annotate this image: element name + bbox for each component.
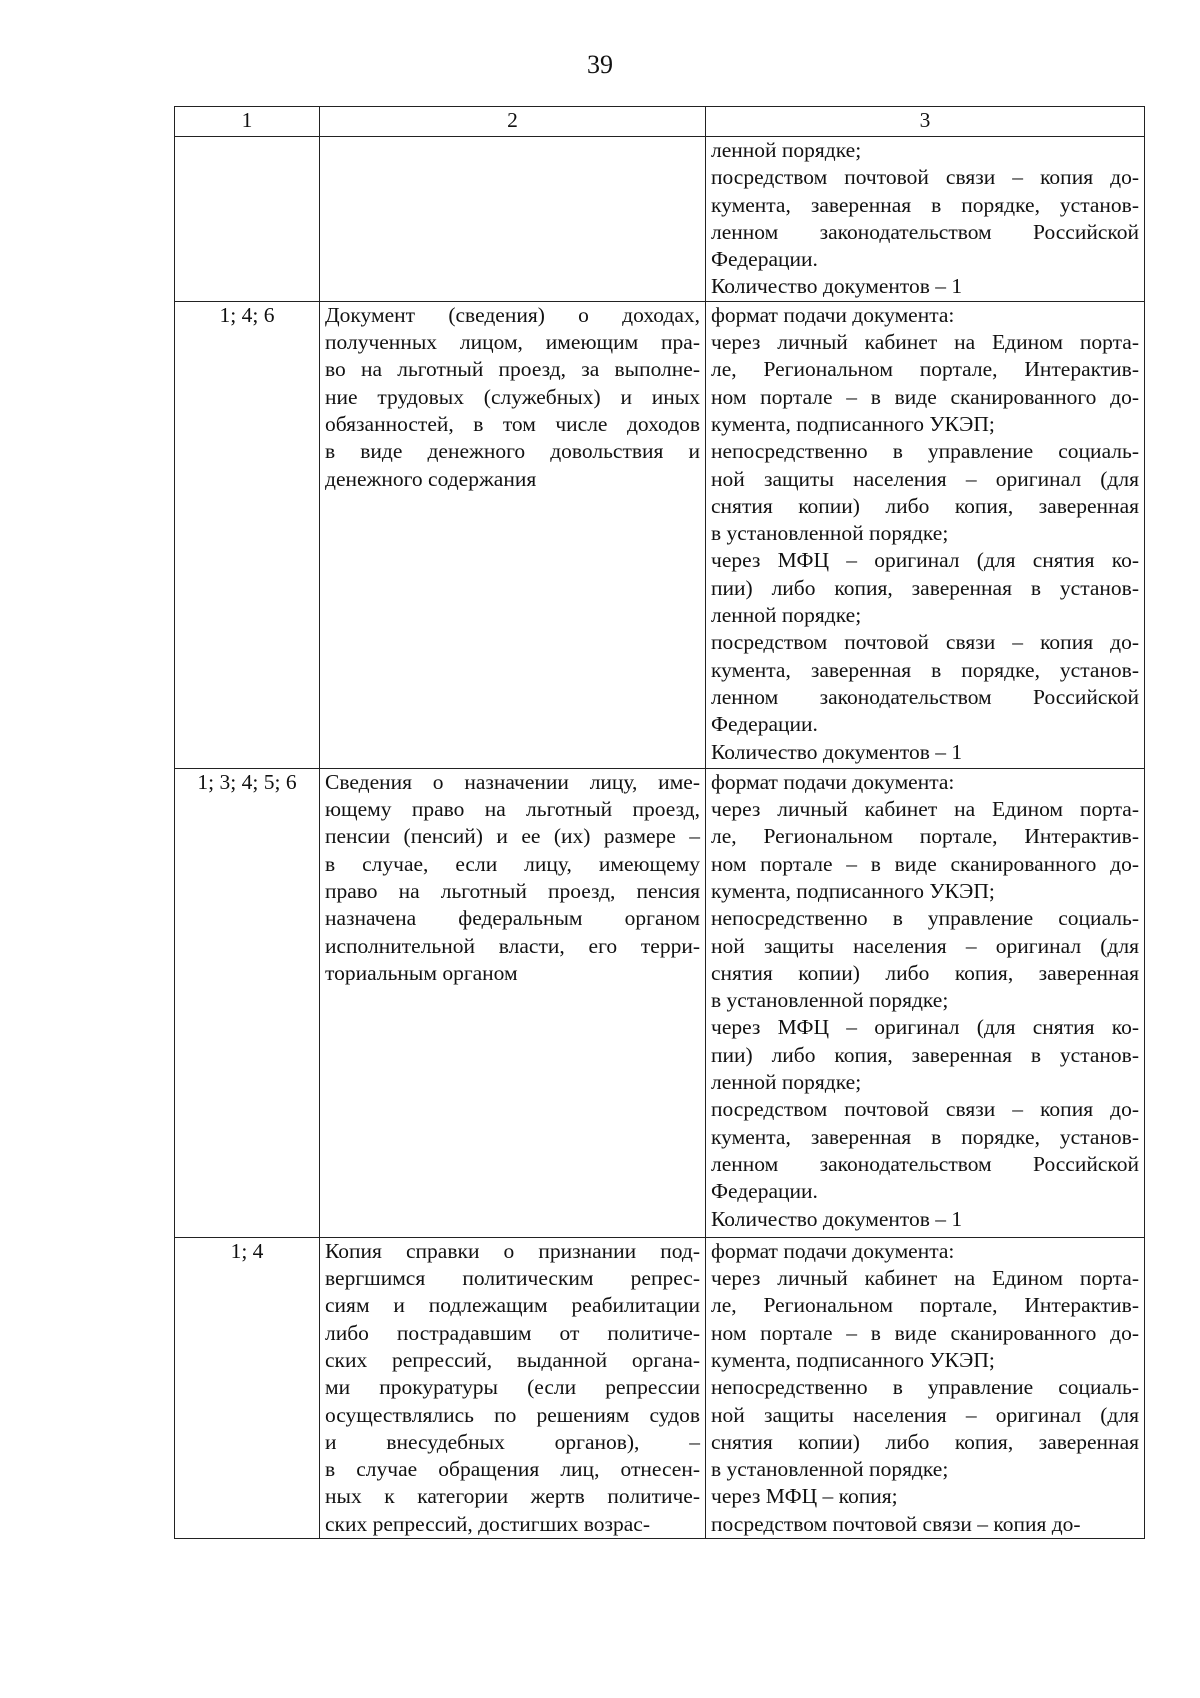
row-numbers-cell	[175, 137, 320, 302]
text-line: исполнительной власти, его терри-	[325, 933, 700, 958]
text-line: ле, Региональном портале, Интерактив-	[711, 1293, 1139, 1318]
text-line: формат подачи документа:	[711, 1238, 955, 1263]
page-number: 39	[587, 50, 613, 79]
text-line: пии) либо копия, заверенная в установ-	[711, 575, 1139, 600]
text-line: кумента, подписанного УКЭП;	[711, 411, 995, 436]
text-line: в виде денежного довольствия и	[325, 439, 700, 464]
text-line: вергшимся политическим репрес-	[325, 1266, 700, 1291]
table-row	[175, 137, 1145, 302]
text-line: Федерации.	[711, 1179, 818, 1204]
submission-method-cell	[706, 301, 1145, 768]
table-row	[175, 1237, 1145, 1538]
text-line: ленной порядке;	[711, 1070, 862, 1095]
text-line: снятия копии) либо копия, заверенная	[711, 493, 1139, 518]
text-line: ленной порядке;	[711, 603, 862, 628]
text-line: Копия справки о признании под-	[325, 1238, 700, 1263]
text-line: ми прокуратуры (если репрессии	[325, 1375, 700, 1400]
text-line: ной защиты населения – оригинал (для	[711, 466, 1139, 491]
text-line: ных к категории жертв политиче-	[325, 1484, 700, 1509]
document-name-cell	[320, 768, 706, 1237]
text-line: формат подачи документа:	[711, 769, 955, 794]
column-header: 3	[706, 107, 1145, 137]
text-line: Количество документов – 1	[711, 1206, 963, 1231]
column-header: 1	[175, 107, 320, 137]
text-line: кумента, заверенная в порядке, установ-	[711, 192, 1139, 217]
text-line: ле, Региональном портале, Интерактив-	[711, 357, 1139, 382]
text-line: во на льготный проезд, за выполне-	[325, 357, 700, 382]
text-line: ние трудовых (служебных) и иных	[325, 384, 700, 409]
text-line: ленном законодательством Российской	[711, 684, 1139, 709]
text-line: полученных лицом, имеющим пра-	[325, 330, 700, 355]
text-line: кумента, заверенная в порядке, установ-	[711, 1124, 1139, 1149]
document-name-cell	[320, 1237, 706, 1538]
text-line: Количество документов – 1	[711, 274, 963, 299]
text-line: обязанностей, в том числе доходов	[325, 411, 700, 436]
text-line: ном портале – в виде сканированного до-	[711, 384, 1139, 409]
text-line: и внесудебных органов), –	[325, 1429, 700, 1454]
text-line: Сведения о назначении лицу, име-	[325, 769, 700, 794]
text-line: в случае, если лицу, имеющему	[325, 851, 700, 876]
text-line: через личный кабинет на Едином порта-	[711, 330, 1139, 355]
text-line: ле, Региональном портале, Интерактив-	[711, 824, 1139, 849]
text-line: Федерации.	[711, 247, 818, 272]
document-name-cell	[320, 137, 706, 302]
text-line: ленном законодательством Российской	[711, 219, 1139, 244]
table-header-row	[175, 107, 1145, 137]
text-line: ских репрессий, достигших возрас-	[325, 1511, 651, 1536]
text-line: право на льготный проезд, пенсия	[325, 878, 700, 903]
submission-method-cell	[706, 768, 1145, 1237]
text-line: ной защиты населения – оригинал (для	[711, 1402, 1139, 1427]
text-line: ной защиты населения – оригинал (для	[711, 933, 1139, 958]
text-line: непосредственно в управление социаль-	[711, 1375, 1139, 1400]
text-line: Количество документов – 1	[711, 739, 963, 764]
text-line: кумента, подписанного УКЭП;	[711, 878, 995, 903]
text-line: кумента, подписанного УКЭП;	[711, 1347, 995, 1372]
text-line: ленном законодательством Российской	[711, 1151, 1139, 1176]
text-line: посредством почтовой связи – копия до-	[711, 165, 1139, 190]
text-line: через МФЦ – оригинал (для снятия ко-	[711, 548, 1139, 573]
text-line: пенсии (пенсий) и ее (их) размере –	[325, 824, 700, 849]
document-name-cell	[320, 301, 706, 768]
text-line: денежного содержания	[325, 466, 537, 491]
row-numbers-cell: 1; 3; 4; 5; 6	[175, 768, 320, 1237]
text-line: непосредственно в управление социаль-	[711, 906, 1139, 931]
text-line: в установленной порядке;	[711, 521, 949, 546]
text-line: посредством почтовой связи – копия до-	[711, 1097, 1139, 1122]
text-line: ющему право на льготный проезд,	[325, 797, 700, 822]
text-line: ном портале – в виде сканированного до-	[711, 1320, 1139, 1345]
text-line: ториальным органом	[325, 960, 518, 985]
text-line: ских репрессий, выданной органа-	[325, 1347, 700, 1372]
text-line: сиям и подлежащим реабилитации	[325, 1293, 700, 1318]
text-line: через МФЦ – оригинал (для снятия ко-	[711, 1015, 1139, 1040]
text-line: Документ (сведения) о доходах,	[325, 302, 700, 327]
submission-method-cell	[706, 137, 1145, 302]
submission-method-cell	[706, 1237, 1145, 1538]
row-numbers-cell: 1; 4; 6	[175, 301, 320, 768]
text-line: ном портале – в виде сканированного до-	[711, 851, 1139, 876]
text-line: через МФЦ – копия;	[711, 1484, 898, 1509]
text-line: либо пострадавшим от политиче-	[325, 1320, 700, 1345]
row-numbers-cell: 1; 4	[175, 1237, 320, 1538]
text-line: через личный кабинет на Едином порта-	[711, 797, 1139, 822]
text-line: непосредственно в управление социаль-	[711, 439, 1139, 464]
text-line: снятия копии) либо копия, заверенная	[711, 1429, 1139, 1454]
text-line: Федерации.	[711, 712, 818, 737]
text-line: посредством почтовой связи – копия до-	[711, 1511, 1081, 1536]
text-line: снятия копии) либо копия, заверенная	[711, 960, 1139, 985]
text-line: в случае обращения лиц, отнесен-	[325, 1457, 700, 1482]
table-row	[175, 301, 1145, 768]
text-line: формат подачи документа:	[711, 302, 955, 327]
text-line: через личный кабинет на Едином порта-	[711, 1266, 1139, 1291]
text-line: ленной порядке;	[711, 138, 862, 162]
text-line: пии) либо копия, заверенная в установ-	[711, 1042, 1139, 1067]
text-line: назначена федеральным органом	[325, 906, 700, 931]
text-line: в установленной порядке;	[711, 1457, 949, 1482]
text-line: осуществлялись по решениям судов	[325, 1402, 700, 1427]
text-line: кумента, заверенная в порядке, установ-	[711, 657, 1139, 682]
text-line: в установленной порядке;	[711, 988, 949, 1013]
document-table	[174, 106, 1145, 1539]
table-row	[175, 768, 1145, 1237]
column-header: 2	[320, 107, 706, 137]
text-line: посредством почтовой связи – копия до-	[711, 630, 1139, 655]
